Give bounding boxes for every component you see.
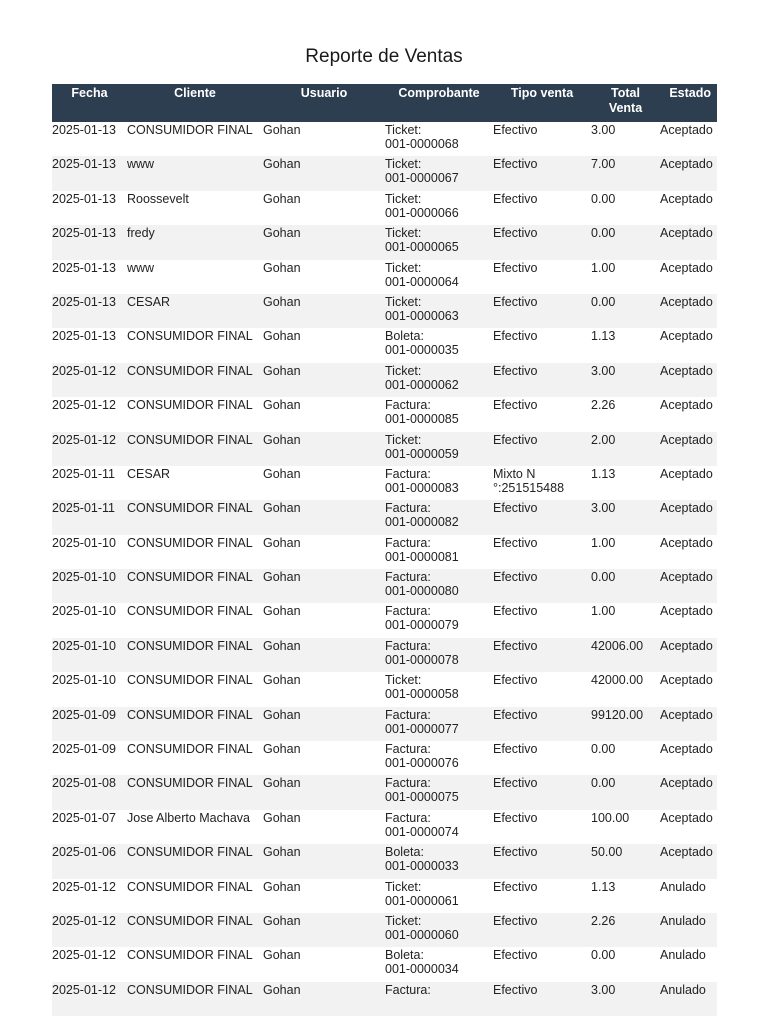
cell-fecha: 2025-01-10 <box>52 569 127 603</box>
cell-comprobante <box>385 191 493 225</box>
cell-usuario: Gohan <box>263 742 301 757</box>
comprobante-type: Ticket: <box>385 673 422 688</box>
cell-total-venta: 2.26 <box>591 398 616 413</box>
cell-tipo-venta: Efectivo <box>493 535 538 550</box>
column-header-fecha: Fecha <box>52 84 127 122</box>
cell-fecha: 2025-01-13 <box>52 123 116 137</box>
cell-fecha: 2025-01-12 <box>52 398 116 413</box>
comprobante-type: Factura: <box>385 501 431 516</box>
cell-fecha: 2025-01-12 <box>52 879 116 894</box>
cell-tipo-venta: Efectivo <box>493 363 591 397</box>
comprobante-number: 001-0000063 <box>385 308 459 323</box>
comprobante-number: 001-0000079 <box>385 618 459 633</box>
table-row <box>52 363 717 397</box>
cell-tipo-venta: Efectivo <box>493 260 538 275</box>
cell-tipo-venta: Efectivo <box>493 294 591 328</box>
table-row <box>52 466 717 500</box>
cell-comprobante <box>385 913 493 947</box>
table-row <box>52 191 717 225</box>
cell-comprobante <box>385 638 493 672</box>
table-body <box>52 122 717 1016</box>
comprobante-type: Ticket: <box>385 879 422 894</box>
comprobante-number: 001-0000061 <box>385 893 459 908</box>
cell-cliente: CONSUMIDOR FINAL <box>127 775 263 809</box>
cell-estado: Aceptado <box>660 810 713 825</box>
cell-usuario: Gohan <box>263 982 385 1016</box>
table-row <box>52 775 717 809</box>
column-header-comprobante: Comprobante <box>385 84 493 122</box>
cell-total-venta: 2.26 <box>591 913 660 947</box>
cell-fecha: 2025-01-12 <box>52 982 127 1016</box>
cell-cliente: CONSUMIDOR FINAL <box>127 432 263 466</box>
cell-total-venta: 1.13 <box>591 329 616 344</box>
report-title: Reporte de Ventas <box>305 46 463 67</box>
cell-usuario: Gohan <box>263 604 301 619</box>
cell-tipo-venta: Efectivo <box>493 398 538 413</box>
cell-estado: Aceptado <box>660 294 717 328</box>
table-row <box>52 225 717 259</box>
cell-tipo-venta: Efectivo <box>493 844 591 878</box>
cell-estado: Anulado <box>660 879 706 894</box>
cell-total-venta: 1.00 <box>591 260 616 275</box>
cell-comprobante <box>385 328 493 362</box>
cell-estado: Aceptado <box>660 775 717 809</box>
cell-estado: Aceptado <box>660 844 717 878</box>
comprobante-number: 001-0000033 <box>385 859 459 874</box>
cell-tipo-venta: Efectivo <box>493 742 538 757</box>
cell-cliente: CONSUMIDOR FINAL <box>127 500 263 534</box>
cell-usuario: Gohan <box>263 432 385 466</box>
comprobante-type: Ticket: <box>385 226 422 241</box>
cell-usuario: Gohan <box>263 810 301 825</box>
comprobante-number: 001-0000060 <box>385 927 459 942</box>
cell-fecha: 2025-01-13 <box>52 191 116 206</box>
cell-fecha: 2025-01-10 <box>52 604 116 619</box>
comprobante-type: Ticket: <box>385 363 422 378</box>
cell-cliente: CONSUMIDOR FINAL <box>127 879 253 894</box>
comprobante-type: Ticket: <box>385 123 422 137</box>
cell-estado: Anulado <box>660 948 706 963</box>
cell-cliente: CESAR <box>127 294 263 328</box>
cell-tipo-venta: Efectivo <box>493 913 591 947</box>
cell-cliente: CONSUMIDOR FINAL <box>127 948 253 963</box>
table-row <box>52 638 717 672</box>
cell-total-venta: 0.00 <box>591 742 616 757</box>
comprobante-type: Factura: <box>385 742 431 757</box>
cell-usuario: Gohan <box>263 638 385 672</box>
table-row <box>52 672 717 706</box>
cell-fecha: 2025-01-13 <box>52 225 127 259</box>
comprobante-type: Factura: <box>385 982 431 997</box>
table-row <box>52 844 717 878</box>
cell-fecha: 2025-01-11 <box>52 500 127 534</box>
comprobante-type: Factura: <box>385 604 431 619</box>
cell-estado: Aceptado <box>660 123 713 137</box>
comprobante-number: 001-0000081 <box>385 549 459 564</box>
cell-usuario: Gohan <box>263 466 301 481</box>
table-row <box>52 982 717 1016</box>
cell-fecha: 2025-01-07 <box>52 810 116 825</box>
cell-total-venta: 3.00 <box>591 123 616 137</box>
comprobante-type: Ticket: <box>385 260 422 275</box>
cell-usuario: Gohan <box>263 123 301 137</box>
cell-estado: Aceptado <box>660 535 713 550</box>
cell-usuario: Gohan <box>263 398 301 413</box>
cell-comprobante <box>385 603 493 637</box>
cell-estado: Anulado <box>660 913 717 947</box>
cell-estado: Aceptado <box>660 604 713 619</box>
cell-comprobante <box>385 156 493 190</box>
cell-tipo-venta: Mixto N °:251515488 <box>493 466 565 495</box>
total-header-line-2: Venta <box>608 101 643 115</box>
table-row <box>52 913 717 947</box>
cell-tipo-venta: Efectivo <box>493 948 538 963</box>
cell-usuario: Gohan <box>263 948 301 963</box>
cell-usuario: Gohan <box>263 500 385 534</box>
table-row <box>52 500 717 534</box>
cell-tipo-venta: Efectivo <box>493 775 591 809</box>
comprobante-type: Ticket: <box>385 913 422 928</box>
cell-comprobante <box>385 982 493 1016</box>
cell-comprobante <box>385 879 493 913</box>
cell-total-venta: 50.00 <box>591 844 660 878</box>
cell-tipo-venta: Efectivo <box>493 707 591 741</box>
cell-cliente: CONSUMIDOR FINAL <box>127 363 263 397</box>
cell-estado: Aceptado <box>660 191 713 206</box>
column-header-estado: Estado <box>660 84 717 122</box>
cell-total-venta: 0.00 <box>591 948 616 963</box>
cell-cliente: CONSUMIDOR FINAL <box>127 123 253 137</box>
cell-comprobante <box>385 535 493 569</box>
table-row <box>52 294 717 328</box>
table-row <box>52 569 717 603</box>
cell-fecha: 2025-01-13 <box>52 260 116 275</box>
cell-tipo-venta: Efectivo <box>493 225 591 259</box>
table-row <box>52 397 717 431</box>
cell-comprobante <box>385 122 493 156</box>
cell-fecha: 2025-01-13 <box>52 294 127 328</box>
cell-total-venta: 42006.00 <box>591 638 660 672</box>
cell-fecha: 2025-01-09 <box>52 707 127 741</box>
table-header <box>52 84 717 122</box>
cell-fecha: 2025-01-11 <box>52 466 116 481</box>
cell-tipo-venta: Efectivo <box>493 673 538 688</box>
table-row <box>52 156 717 190</box>
comprobante-number: 001-0000034 <box>385 962 459 977</box>
cell-tipo-venta: Efectivo <box>493 191 538 206</box>
comprobante-type: Ticket: <box>385 157 422 172</box>
table-row <box>52 535 717 569</box>
cell-total-venta: 7.00 <box>591 156 660 190</box>
cell-fecha: 2025-01-10 <box>52 673 116 688</box>
comprobante-type: Factura: <box>385 638 431 653</box>
cell-estado: Aceptado <box>660 707 717 741</box>
cell-cliente: fredy <box>127 225 263 259</box>
header-row <box>52 84 717 122</box>
cell-fecha: 2025-01-06 <box>52 844 127 878</box>
cell-tipo-venta: Efectivo <box>493 432 591 466</box>
cell-cliente: CONSUMIDOR FINAL <box>127 673 253 688</box>
comprobante-number: 001-0000083 <box>385 480 459 495</box>
cell-comprobante <box>385 294 493 328</box>
cell-usuario: Gohan <box>263 191 301 206</box>
cell-comprobante <box>385 707 493 741</box>
comprobante-type: Boleta: <box>385 329 424 344</box>
cell-tipo-venta: Efectivo <box>493 879 538 894</box>
cell-tipo-venta: Efectivo <box>493 123 538 137</box>
comprobante-number: 001-0000066 <box>385 205 459 220</box>
cell-usuario: Gohan <box>263 260 301 275</box>
cell-tipo-venta: Efectivo <box>493 810 538 825</box>
cell-cliente: www <box>127 156 263 190</box>
cell-usuario: Gohan <box>263 879 301 894</box>
comprobante-number: 001-0000075 <box>385 790 459 805</box>
cell-total-venta: 42000.00 <box>591 673 644 688</box>
cell-cliente: CONSUMIDOR FINAL <box>127 535 253 550</box>
cell-tipo-venta: Efectivo <box>493 329 538 344</box>
cell-tipo-venta: Efectivo <box>493 604 538 619</box>
cell-estado: Aceptado <box>660 398 713 413</box>
cell-fecha: 2025-01-13 <box>52 156 127 190</box>
cell-cliente: CONSUMIDOR FINAL <box>127 982 263 1016</box>
cell-usuario: Gohan <box>263 775 385 809</box>
cell-fecha: 2025-01-13 <box>52 329 116 344</box>
cell-usuario: Gohan <box>263 673 301 688</box>
comprobante-type: Factura: <box>385 535 431 550</box>
comprobante-type: Factura: <box>385 466 431 481</box>
cell-fecha: 2025-01-12 <box>52 948 116 963</box>
cell-cliente: CONSUMIDOR FINAL <box>127 604 253 619</box>
comprobante-number: 001-0000076 <box>385 756 459 771</box>
cell-usuario: Gohan <box>263 329 301 344</box>
cell-estado: Aceptado <box>660 500 717 534</box>
cell-estado: Aceptado <box>660 260 713 275</box>
cell-cliente: CONSUMIDOR FINAL <box>127 569 263 603</box>
comprobante-type: Factura: <box>385 707 431 722</box>
cell-estado: Aceptado <box>660 363 717 397</box>
cell-usuario: Gohan <box>263 294 385 328</box>
comprobante-number: 001-0000082 <box>385 515 459 530</box>
cell-total-venta: 2.00 <box>591 432 660 466</box>
sales-table <box>52 84 717 1016</box>
cell-comprobante <box>385 569 493 603</box>
cell-estado: Aceptado <box>660 225 717 259</box>
cell-comprobante <box>385 500 493 534</box>
table-row <box>52 122 717 156</box>
comprobante-number: 001-0000035 <box>385 343 459 358</box>
cell-total-venta: 3.00 <box>591 982 660 1016</box>
cell-tipo-venta: Efectivo <box>493 569 591 603</box>
comprobante-type: Ticket: <box>385 432 422 447</box>
cell-estado: Aceptado <box>660 742 713 757</box>
comprobante-type: Ticket: <box>385 294 422 309</box>
cell-total-venta: 1.13 <box>591 879 616 894</box>
column-header-total-venta <box>591 84 660 122</box>
comprobante-number: 001-0000085 <box>385 412 459 427</box>
cell-comprobante <box>385 363 493 397</box>
comprobante-number: 001-0000064 <box>385 274 459 289</box>
comprobante-number: 001-0000077 <box>385 721 459 736</box>
cell-fecha: 2025-01-10 <box>52 535 116 550</box>
cell-total-venta: 1.00 <box>591 535 616 550</box>
table-row <box>52 947 717 981</box>
cell-cliente: Jose Alberto Machava <box>127 810 250 825</box>
cell-total-venta: 99120.00 <box>591 707 660 741</box>
cell-comprobante <box>385 810 493 844</box>
comprobante-number: 001-0000068 <box>385 137 459 151</box>
table-row <box>52 328 717 362</box>
comprobante-number: 001-0000080 <box>385 584 459 599</box>
cell-cliente: CONSUMIDOR FINAL <box>127 707 263 741</box>
cell-tipo-venta: Efectivo <box>493 156 591 190</box>
cell-estado: Aceptado <box>660 569 717 603</box>
comprobante-number: 001-0000062 <box>385 377 459 392</box>
cell-usuario: Gohan <box>263 535 301 550</box>
cell-tipo-venta: Efectivo <box>493 500 591 534</box>
cell-estado: Aceptado <box>660 329 713 344</box>
cell-comprobante <box>385 844 493 878</box>
cell-comprobante <box>385 672 493 706</box>
comprobante-type: Factura: <box>385 810 431 825</box>
cell-comprobante <box>385 466 493 500</box>
cell-fecha: 2025-01-08 <box>52 775 127 809</box>
cell-tipo-venta: Efectivo <box>493 982 591 1016</box>
cell-comprobante <box>385 397 493 431</box>
cell-estado: Aceptado <box>660 466 713 481</box>
cell-usuario: Gohan <box>263 156 385 190</box>
cell-usuario: Gohan <box>263 225 385 259</box>
cell-comprobante <box>385 947 493 981</box>
comprobante-number: 001-0000059 <box>385 446 459 461</box>
cell-total-venta: 0.00 <box>591 225 660 259</box>
cell-fecha: 2025-01-10 <box>52 638 127 672</box>
comprobante-type: Factura: <box>385 398 431 413</box>
cell-total-venta: 0.00 <box>591 294 660 328</box>
comprobante-type: Factura: <box>385 570 431 585</box>
comprobante-number: 001-0000065 <box>385 240 459 255</box>
table-row <box>52 432 717 466</box>
cell-estado: Aceptado <box>660 432 717 466</box>
total-header-line-1: Total <box>611 86 640 100</box>
cell-usuario: Gohan <box>263 707 385 741</box>
cell-estado: Aceptado <box>660 156 717 190</box>
cell-fecha: 2025-01-09 <box>52 742 116 757</box>
cell-fecha: 2025-01-12 <box>52 363 127 397</box>
cell-total-venta: 0.00 <box>591 775 660 809</box>
cell-cliente: CESAR <box>127 466 171 481</box>
cell-total-venta: 100.00 <box>591 810 630 825</box>
table-row <box>52 603 717 637</box>
comprobante-number: 001-0000067 <box>385 171 459 186</box>
cell-fecha: 2025-01-12 <box>52 432 127 466</box>
column-header-usuario: Usuario <box>263 84 385 122</box>
cell-total-venta: 0.00 <box>591 191 616 206</box>
cell-estado: Aceptado <box>660 673 713 688</box>
cell-fecha: 2025-01-12 <box>52 913 127 947</box>
cell-usuario: Gohan <box>263 363 385 397</box>
comprobante-type: Ticket: <box>385 191 422 206</box>
column-header-cliente: Cliente <box>127 84 263 122</box>
comprobante-number: 001-0000058 <box>385 687 459 702</box>
cell-cliente: CONSUMIDOR FINAL <box>127 329 253 344</box>
cell-usuario: Gohan <box>263 913 385 947</box>
table-row <box>52 741 717 775</box>
cell-cliente: Roossevelt <box>127 191 189 206</box>
cell-usuario: Gohan <box>263 844 385 878</box>
cell-comprobante <box>385 225 493 259</box>
cell-comprobante <box>385 432 493 466</box>
table-row <box>52 707 717 741</box>
cell-cliente: www <box>127 260 155 275</box>
cell-cliente: CONSUMIDOR FINAL <box>127 913 263 947</box>
table-row <box>52 879 717 913</box>
cell-comprobante <box>385 741 493 775</box>
cell-total-venta: 1.13 <box>591 466 616 481</box>
cell-total-venta: 0.00 <box>591 569 660 603</box>
cell-comprobante <box>385 260 493 294</box>
comprobante-number: 001-0000074 <box>385 824 459 839</box>
cell-usuario: Gohan <box>263 569 385 603</box>
cell-cliente: CONSUMIDOR FINAL <box>127 398 253 413</box>
cell-cliente: CONSUMIDOR FINAL <box>127 844 263 878</box>
comprobante-type: Boleta: <box>385 948 424 963</box>
comprobante-number: 001-0000078 <box>385 652 459 667</box>
comprobante-type: Boleta: <box>385 845 424 860</box>
cell-total-venta: 1.00 <box>591 604 616 619</box>
cell-estado: Aceptado <box>660 638 717 672</box>
table-row <box>52 810 717 844</box>
column-header-tipo-venta: Tipo venta <box>493 84 591 122</box>
cell-comprobante <box>385 775 493 809</box>
cell-cliente: CONSUMIDOR FINAL <box>127 638 263 672</box>
cell-estado: Anulado <box>660 982 717 1016</box>
cell-tipo-venta: Efectivo <box>493 638 591 672</box>
cell-cliente: CONSUMIDOR FINAL <box>127 742 253 757</box>
cell-total-venta: 3.00 <box>591 363 660 397</box>
cell-total-venta: 3.00 <box>591 500 660 534</box>
comprobante-type: Factura: <box>385 776 431 791</box>
table-row <box>52 260 717 294</box>
